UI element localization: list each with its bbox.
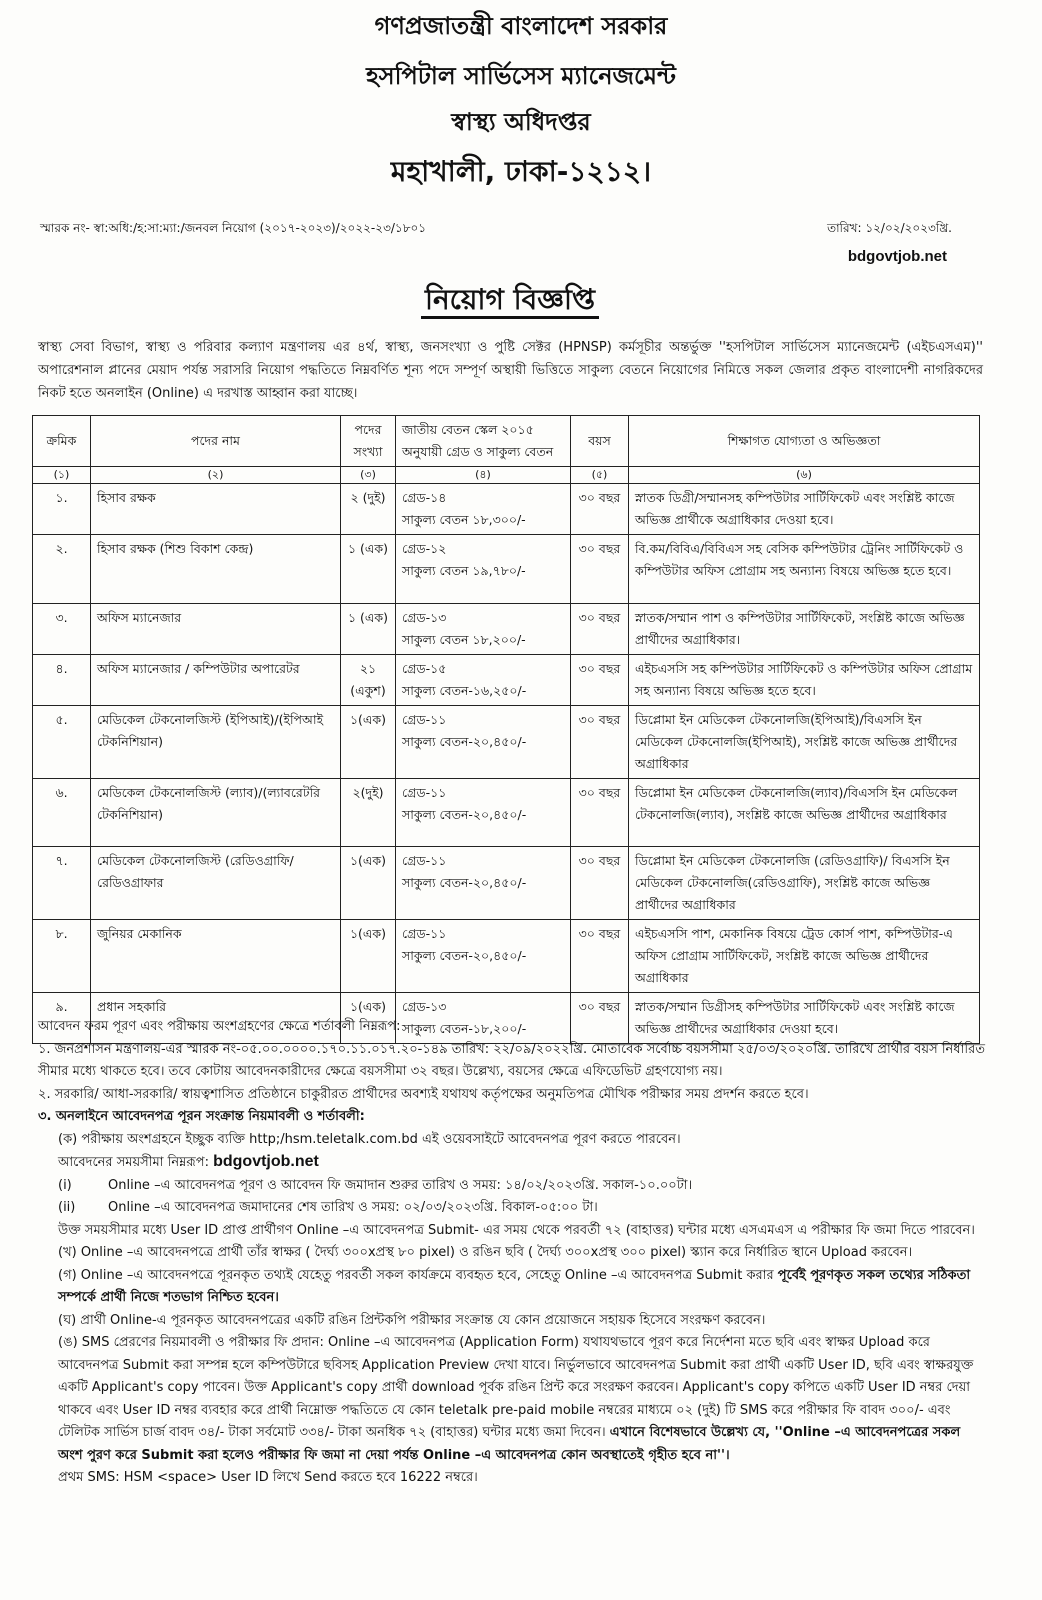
post-name-cell: মেডিকেল টেকনোলজিস্ট (ল্যাব)/(ল্যাবরেটরি টেকনিশিয়ান) (91, 779, 341, 847)
table-row (33, 847, 980, 920)
post-count-cell: ২ (দুই) (341, 484, 396, 535)
pay-text: সাকুল্য বেতন-২০,৪৫০/- (402, 875, 527, 890)
post-name-cell: হিসাব রক্ষক (91, 484, 341, 535)
age-cell: ৩০ বছর (571, 779, 629, 847)
grade-text: গ্রেড-১৩ (402, 610, 447, 625)
age-cell: ৩০ বছর (571, 484, 629, 535)
condition-3-kha: (খ) Online –এ আবেদনপত্রে প্রার্থী তাঁর স্বাক্ষর ( দৈর্ঘ্য ৩০০xপ্রস্থ ৮০ pixel) ও রঙিন ছবি ( দৈর্ঘ্য ৩০০xপ্রস্থ ৩০০ pixel) স্ক্যান করে নির্ধারিত স্থানে Upload করবেন। (58, 1245, 913, 1260)
age-cell: ৩০ বছর (571, 655, 629, 706)
memo-number: স্মারক নং- স্বা:অধি:/হ:সা:ম্যা:/জনবল নিয়োগ (২০১৭-২০২৩)/২০২২-২৩/১৮০১ (40, 221, 427, 235)
condition-3-gha: (ঘ) প্রার্থী Online-এ পূরনকৃত আবেদনপত্রের একটি রঙিন প্রিন্টকপি পরীক্ষার সংক্রান্ত যে কোন প্রয়োজনে সহায়ক হিসেবে সংরক্ষণ করবেন। (58, 1312, 766, 1328)
post-count-cell: ১ (এক) (341, 535, 396, 604)
grade-pay-cell (396, 655, 571, 706)
condition-3: ৩. অনলাইনে আবেদনপত্র পূরন সংক্রান্ত নিয়মাবলী ও শর্তাবলী: (38, 1109, 365, 1124)
col-number: (৩) (341, 467, 396, 484)
post-name-cell: মেডিকেল টেকনোলজিস্ট (ইপিআই)/(ইপিআই টেকনিশিয়ান) (91, 706, 341, 779)
post-name-cell: অফিস ম্যানেজার / কম্পিউটার অপারেটর (91, 655, 341, 706)
serial-cell: ২. (33, 535, 91, 604)
condition-3-uma: (ঙ) SMS প্রেরণের নিয়মাবলী ও পরীক্ষার ফি প্রদান: Online –এ আবেদনপত্র (Application Form) যথাযথভাবে পূরণ করে নির্দেশনা মতে ছবি এবং স্বাক্ষর Upload করে আবেদনপত্র Submit করা সম্পন্ন হলে কম্পিউটারে ছবিসহ Application Preview দেখা যাবে। নির্ভুলভাবে আবেদনপত্র Submit করা প্রার্থী একটি User ID, ছবি এবং স্বাক্ষরযুক্ত একটি Applicant's copy পাবেন। উক্ত Applicant's copy প্রার্থী download পূর্বক রঙিন প্রিন্ট করে সংরক্ষণ করবেন। Applicant's copy কপিতে একটি User ID নম্বর দেয়া থাকবে এবং User ID নম্বর ব্যবহার করে প্রার্থী নিম্নোক্ত পদ্ধতিতে যে কোন teletalk pre-paid mobile নম্বরের মাধ্যমে ০২ (দুই) টি SMS করে পরীক্ষার ফি বাবদ ৩০০/- এবং টেলিটক সার্ভিস চার্জ বাবদ ৩৪/- টাকা সর্বমোট ৩৩৪/- টাকা অনধিক ৭২ (বাহাত্তর) ঘন্টার মধ্যে জমা দিবেন। (58, 1335, 974, 1440)
grade-text: গ্রেড-১৫ (402, 661, 447, 676)
post-count-cell: ১ (এক) (341, 604, 396, 655)
serial-cell: ৮. (33, 920, 91, 993)
table-row (33, 484, 980, 535)
pay-text: সাকুল্য বেতন-২০,৪৫০/- (402, 807, 527, 822)
table-row (33, 920, 980, 993)
grade-text: গ্রেড-১১ (402, 712, 447, 727)
sms-instruction-1: প্রথম SMS: HSM <space> User ID লিখে Send করতে হবে 16222 নম্বরে। (58, 1470, 478, 1485)
post-name-cell: প্রধান সহকারি (91, 993, 341, 1044)
col-header-post: পদের নাম (91, 416, 341, 467)
serial-cell: ৪. (33, 655, 91, 706)
pay-text: সাকুল্য বেতন-২০,৪৫০/- (402, 734, 527, 749)
serial-cell: ৬. (33, 779, 91, 847)
grade-text: গ্রেড-১১ (402, 785, 447, 800)
grade-pay-cell (396, 535, 571, 604)
grade-pay-cell (396, 779, 571, 847)
table-row (33, 779, 980, 847)
header-address: মহাখালী, ঢাকা-১২১২। (390, 155, 652, 188)
qualification-cell: ডিপ্লোমা ইন মেডিকেল টেকনোলজি(ইপিআই)/বিএসসি ইন মেডিকেল টেকনোলজি(ইপিআই), সংশ্লিষ্ট কাজে অভিজ্ঞ প্রার্থীদের অগ্রাধিকার (629, 706, 980, 779)
pay-text: সাকুল্য বেতন ১৮,৩০০/- (402, 512, 526, 527)
col-number: (৪) (396, 467, 571, 484)
header-directorate: স্বাস্থ্য অধিদপ্তর (451, 108, 591, 136)
grade-text: গ্রেড-১৩ (402, 999, 447, 1014)
table-row (33, 706, 980, 779)
condition-3-ga-bold: পূর্বেই পূরণকৃত সকল তথ্যের সঠিকতা সম্পর্কে প্রার্থী নিজে শতভাগ নিশ্চিত হবেন। (58, 1267, 971, 1305)
end-date: Online –এ আবেদনপত্র জমাদানের শেষ তারিখ ও সময়: ০২/০৩/২০২৩খ্রি. বিকাল-০৫:০০ টা। (108, 1200, 598, 1215)
condition-2: ২. সরকারি/ আধা-সরকারি/ স্বায়ত্বশাসিত প্রতিষ্ঠানে চাকুরীরত প্রার্থীদের অবশ্যই যথাযথ কর্তৃপক্ষের অনুমতিপত্র মৌখিক পরীক্ষার সময় প্রদর্শন করতে হবে। (38, 1086, 809, 1102)
serial-cell: ৭. (33, 847, 91, 920)
grade-text: গ্রেড-১১ (402, 853, 447, 868)
item-i: (i) (58, 1177, 72, 1193)
vacancy-table (32, 415, 980, 1044)
table-row (33, 535, 980, 604)
col-header-count: পদের সংখ্যা (341, 416, 396, 467)
serial-cell: ৯. (33, 993, 91, 1044)
condition-3-uma-bold: এখানে বিশেষভাবে উল্লেখ্য যে, ''Online –এ আবেদনপত্রের সকল অংশ পুরণ করে Submit করা হলেও পরীক্ষার ফি জমা না দেয়া পর্যন্ত Online –এ আবেদনপত্র কোন অবস্থাতেই গৃহীত হবে না''। (58, 1425, 961, 1463)
table-row (33, 604, 980, 655)
condition-3-ga: (গ) Online –এ আবেদনপত্রে পূরনকৃত তথ্যই যেহেতু পরবর্তী সকল কার্যক্রমে ব্যবহৃত হবে, সেহেতু Online –এ আবেদনপত্র Submit করার (58, 1267, 774, 1283)
qualification-cell: স্নাতক ডিগ্রী/সম্মানসহ কম্পিউটার সার্টিফিকেট এবং সংশ্লিষ্ট কাজে অভিজ্ঞ প্রার্থীকে অগ্রাধিকার দেওয়া হবে। (629, 484, 980, 535)
age-cell: ৩০ বছর (571, 706, 629, 779)
fee-note: উক্ত সময়সীমার মধ্যে User ID প্রাপ্ত প্রার্থীগণ Online –এ আবেদনপত্র Submit- এর সময় থেকে পরবর্তী ৭২ (বাহাত্তর) ঘন্টার মধ্যে এসএমএস এ পরীক্ষার ফি জমা দিতে পারবেন। (58, 1222, 975, 1238)
conditions-heading: আবেদন ফরম পূরণ এবং পরীক্ষায় অংশগ্রহণের ক্ষেত্রে শর্তাবলী নিম্নরূপ: (38, 1019, 401, 1034)
age-cell: ৩০ বছর (571, 535, 629, 604)
serial-cell: ১. (33, 484, 91, 535)
col-header-serial: ক্রমিক (33, 416, 91, 467)
col-number: (১) (33, 467, 91, 484)
qualification-cell: এইচএসসি পাশ, মেকানিক বিষয়ে ট্রেড কোর্স পাশ, কম্পিউটার-এ অফিস প্রোগ্রাম সার্টিফিকেট, সংশ্লিষ্ট কাজে অভিজ্ঞ প্রার্থীদের অগ্রাধিকার (629, 920, 980, 993)
start-date: Online –এ আবেদনপত্র পূরণ ও আবেদন ফি জমাদান শুরুর তারিখ ও সময়: ১৪/০২/২০২৩খ্রি. সকাল-১০.০০টা। (108, 1177, 693, 1193)
post-name-cell: হিসাব রক্ষক (শিশু বিকাশ কেন্দ্র) (91, 535, 341, 604)
col-header-qualification: শিক্ষাগত যোগ্যতা ও অভিজ্ঞতা (629, 416, 980, 467)
grade-text: গ্রেড-১২ (402, 541, 447, 556)
pay-text: সাকুল্য বেতন-১৮,২০০/- (402, 1021, 527, 1036)
grade-pay-cell (396, 706, 571, 779)
deadline-label: আবেদনের সময়সীমা নিম্নরূপ: (58, 1155, 209, 1170)
post-count-cell: ১(এক) (341, 993, 396, 1044)
post-name-cell: অফিস ম্যানেজার (91, 604, 341, 655)
col-number: (২) (91, 467, 341, 484)
qualification-cell: ডিপ্লোমা ইন মেডিকেল টেকনোলজি (রেডিওগ্রাফি)/ বিএসসি ইন মেডিকেল টেকনোলজি(রেডিওগ্রাফি), সংশ্লিষ্ট কাজে অভিজ্ঞ প্রার্থীদের অগ্রাধিকার (629, 847, 980, 920)
post-count-cell: ২(দুই) (341, 779, 396, 847)
post-count-cell: ১(এক) (341, 920, 396, 993)
age-cell: ৩০ বছর (571, 920, 629, 993)
pay-text: সাকুল্য বেতন ১৯,৭৮০/- (402, 563, 526, 578)
col-header-age: বয়স (571, 416, 629, 467)
watermark-text: bdgovtjob.net (213, 1153, 319, 1170)
serial-cell: ৩. (33, 604, 91, 655)
serial-cell: ৫. (33, 706, 91, 779)
post-count-cell: ১(এক) (341, 706, 396, 779)
table-row (33, 655, 980, 706)
grade-pay-cell (396, 847, 571, 920)
header-government: গণপ্রজাতন্ত্রী বাংলাদেশ সরকার (374, 12, 668, 40)
pay-text: সাকুল্য বেতন-২০,৪৫০/- (402, 948, 527, 963)
item-ii: (ii) (58, 1200, 76, 1215)
pay-text: সাকুল্য বেতন ১৮,২০০/- (402, 632, 526, 647)
grade-pay-cell (396, 484, 571, 535)
qualification-cell: স্নাতক/সম্মান ডিগ্রীসহ কম্পিউটার সার্টিফিকেট এবং সংশ্লিষ্ট কাজে অভিজ্ঞ প্রার্থীদের অগ্রাধিকার দেওয়া হবে। (629, 993, 980, 1044)
intro-paragraph: স্বাস্থ্য সেবা বিভাগ, স্বাস্থ্য ও পরিবার কল্যাণ মন্ত্রণালয় এর ৪র্থ, স্বাস্থ্য, জনসংখ্যা ও পুষ্টি সেক্টর (HPNSP) কর্মসূচীর অন্তর্ভুক্ত ''হসপিটাল সার্ভিসেস ম্যানেজমেন্ট (এইচএসএম)'' অপারেশনাল প্লানের মেয়াদ পর্যন্ত সরাসরি নিয়োগ পদ্ধতিতে নিম্নবর্ণিত শূন্য পদে সম্পূর্ণ অস্থায়ী ভিত্তিতে সাকুল্য বেতনে নিয়োগের নিমিত্তে সকল জেলার প্রকৃত বাংলাদেশী নাগরিকদের নিকট হতে অনলাইন (Online) এ দরখাস্ত আহ্বান করা যাচ্ছে। (38, 340, 983, 401)
notice-date: তারিখ: ১২/০২/২০২৩খ্রি. (827, 221, 952, 235)
age-cell: ৩০ বছর (571, 993, 629, 1044)
age-cell: ৩০ বছর (571, 604, 629, 655)
post-count-cell: ১(এক) (341, 847, 396, 920)
grade-text: গ্রেড-১৪ (402, 490, 447, 505)
post-name-cell: মেডিকেল টেকনোলজিস্ট (রেডিওগ্রাফি/রেডিওগ্রাফার (91, 847, 341, 920)
col-header-grade: জাতীয় বেতন স্কেল ২০১৫ অনুযায়ী গ্রেড ও সাকুল্য বেতন (396, 416, 571, 467)
qualification-cell: এইচএসসি সহ কম্পিউটার সার্টিফিকেট ও কম্পিউটার অফিস প্রোগ্রাম সহ অন্যান্য বিষয়ে অভিজ্ঞ হতে হবে। (629, 655, 980, 706)
header-organization: হসপিটাল সার্ভিসেস ম্যানেজমেন্ট (366, 62, 676, 90)
condition-3-ka: (ক) পরীক্ষায় অংশগ্রহনে ইচ্ছুক ব্যক্তি http;/hsm.teletalk.com.bd এই ওয়েবসাইটে আবেদনপত্র পূরণ করতে পারবেন। (58, 1131, 681, 1147)
qualification-cell: স্নাতক/সম্মান পাশ ও কম্পিউটার সার্টিফিকেট, সংশ্লিষ্ট কাজে অভিজ্ঞ প্রার্থীদের অগ্রাধিকার। (629, 604, 980, 655)
grade-text: গ্রেড-১১ (402, 926, 447, 941)
col-number: (৫) (571, 467, 629, 484)
post-count-cell: ২১ (একুশ) (341, 655, 396, 706)
pay-text: সাকুল্য বেতন-১৬,২৫০/- (402, 683, 527, 698)
notice-title: নিয়োগ বিজ্ঞপ্তি (421, 283, 599, 319)
qualification-cell: ডিপ্লোমা ইন মেডিকেল টেকনোলজি(ল্যাব)/বিএসসি ইন মেডিকেল টেকনোলজি(ল্যাব), সংশ্লিষ্ট কাজে অভিজ্ঞ প্রার্থীদের অগ্রাধিকার (629, 779, 980, 847)
grade-pay-cell (396, 920, 571, 993)
col-number: (৬) (629, 467, 980, 484)
watermark-text: bdgovtjob.net (847, 248, 947, 265)
conditions-section (38, 1016, 988, 1490)
condition-1: ১. জনপ্রশাসন মন্ত্রণালয়-এর স্মারক নং-০৫.০০.০০০০.১৭০.১১.০১৭.২০-১৪৯ তারিখ: ২২/০৯/২০২২খ্রি. মোতাবেক সর্বোচ্চ বয়সসীমা ২৫/০৩/২০২০খ্রি. তারিখে প্রার্থীর বয়স নির্ধারিত সীমার মধ্যে থাকতে হবে। তবে কোটায় আবেদনকারীদের ক্ষেত্রে বয়সসীমা ৩২ বছর। উল্লেখ্য, বয়সের ক্ষেত্রে এফিডেভিট গ্রহণযোগ্য নয়। (38, 1041, 985, 1079)
grade-pay-cell (396, 604, 571, 655)
qualification-cell: বি.কম/বিবিএ/বিবিএস সহ বেসিক কম্পিউটার ট্রেনিং সার্টিফিকেট ও কম্পিউটার অফিস প্রোগ্রাম সহ অন্যান্য বিষয়ে অভিজ্ঞ হতে হবে। (629, 535, 980, 604)
age-cell: ৩০ বছর (571, 847, 629, 920)
post-name-cell: জুনিয়র মেকানিক (91, 920, 341, 993)
